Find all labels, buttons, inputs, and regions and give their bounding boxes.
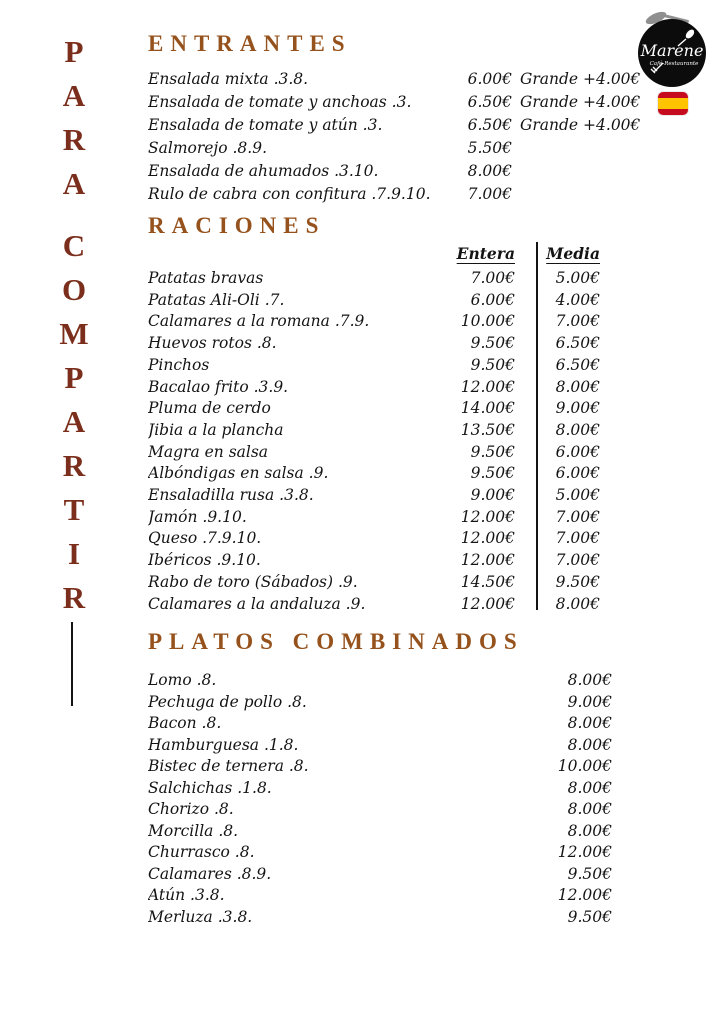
vertical-letter: A [62,404,86,439]
menu-item-row [148,398,600,420]
item-name: Pinchos [148,355,210,374]
menu-item-row [148,137,637,160]
vertical-title [52,30,96,620]
menu-item-row [148,311,600,333]
item-name: Ibéricos .9.10. [148,551,261,570]
item-name: Salchichas .1.8. [148,778,272,797]
column-header-entera-label: Entera [456,244,515,263]
item-price: 8.00€ [567,735,612,754]
item-price: 10.00€ [557,757,612,775]
item-price: 6.50€ [467,116,512,134]
item-price-entera: 7.00€ [470,269,515,287]
column-header-media-label: Media [546,244,600,263]
item-name: Lomo .8. [148,671,217,689]
menu-item-row [148,572,600,594]
item-price-entera: 12.00€ [460,551,515,570]
vertical-letter: R [62,448,86,483]
item-name: Rabo de toro (Sábados) .9. [148,572,358,591]
item-price-media: 7.00€ [555,529,600,548]
spanish-flag-icon [658,92,688,115]
item-name: Ensalada de tomate y atún .3. [148,116,383,134]
menu-item-row [148,528,600,550]
entrantes-items [148,68,641,206]
item-price-media: 6.50€ [555,355,600,374]
item-price-media: 4.00€ [555,290,600,309]
section-raciones [148,212,600,615]
item-size-note: Grande +4.00€ [520,70,641,88]
menu-item-row [148,756,612,778]
menu-item-row [148,463,600,485]
item-name: Salmorejo .8.9. [148,139,267,157]
menu-item-row [148,485,600,507]
menu-item-row [148,735,612,757]
menu-item-row [148,442,600,464]
item-price: 8.00€ [567,800,612,818]
item-name: Queso .7.9.10. [148,529,262,548]
item-price-entera: 12.00€ [460,594,515,613]
item-price-media: 7.00€ [555,551,600,570]
column-divider-line [536,242,538,610]
item-size-note: Grande +4.00€ [520,116,641,134]
menu-item-row [148,420,600,442]
item-price-media: 7.00€ [555,312,600,331]
item-price-entera: 6.00€ [470,290,515,309]
menu-item-row [148,333,600,355]
item-name: Bacon .8. [148,714,222,732]
item-price-entera: 9.50€ [470,442,515,461]
item-price-entera: 14.50€ [460,572,515,591]
menu-item-row [148,670,612,692]
item-price: 12.00€ [557,886,612,904]
item-price-media: 9.00€ [555,399,600,418]
item-price: 8.00€ [567,778,612,797]
vertical-letter: M [59,316,89,351]
menu-item-row [148,183,637,206]
vertical-letter: I [67,536,81,571]
menu-item-row [148,692,612,714]
column-header-media [515,244,600,264]
item-price-media: 8.00€ [555,377,600,396]
vertical-divider-line [71,622,73,706]
item-price: 8.00€ [467,162,512,180]
restaurant-logo [630,8,714,92]
item-name: Pechuga de pollo .8. [148,692,307,711]
item-price: 12.00€ [557,843,612,861]
item-size-note: Grande +4.00€ [520,93,641,111]
item-price-entera: 12.00€ [460,529,515,548]
item-price: 6.00€ [467,70,512,88]
item-name: Calamares a la andaluza .9. [148,594,366,613]
item-name: Ensalada de tomate y anchoas .3. [148,93,412,111]
item-price-entera: 9.50€ [470,355,515,374]
menu-item-row [148,842,612,864]
section-title-platos-combinados: PLATOS COMBINADOS [148,629,524,654]
vertical-letter: A [62,78,86,113]
vertical-letter: T [63,492,85,527]
item-price: 9.50€ [567,907,612,926]
raciones-size-header [148,244,600,264]
item-name: Pluma de cerdo [148,399,271,418]
item-price-media: 7.00€ [555,507,600,526]
item-price-entera: 12.00€ [460,377,515,396]
item-price-media: 6.50€ [555,334,600,353]
item-price: 8.00€ [567,821,612,840]
item-price-media: 6.00€ [555,442,600,461]
menu-item-row [148,885,612,907]
menu-item-row [148,355,600,377]
item-name: Atún .3.8. [148,886,225,904]
section-entrantes [148,30,641,206]
vertical-letter: P [64,360,84,395]
item-name: Merluza .3.8. [148,907,253,926]
menu-item-row [148,864,612,886]
item-price-media: 8.00€ [555,594,600,613]
menu-item-row [148,821,612,843]
item-price-media: 5.00€ [555,269,600,287]
item-name: Huevos rotos .8. [148,334,277,353]
vertical-letter: R [62,580,86,615]
item-name: Magra en salsa [148,442,269,461]
menu-item-row [148,507,600,529]
item-price: 7.00€ [467,185,512,203]
item-name: Albóndigas en salsa .9. [148,464,329,483]
item-name: Ensalada de ahumados .3.10. [148,162,379,180]
vertical-letter: R [62,122,86,157]
item-price: 6.50€ [467,93,512,111]
item-price: 5.50€ [467,139,512,157]
item-price-entera: 10.00€ [460,312,515,331]
item-name: Ensalada mixta .3.8. [148,70,309,88]
item-price: 9.00€ [567,692,612,711]
header-spacer [148,244,435,264]
item-name: Jibia a la plancha [148,420,284,439]
item-price-entera: 9.00€ [470,486,515,505]
vertical-letter: A [62,166,86,201]
logo-name: Marene [640,41,704,60]
menu-item-row [148,290,600,312]
item-price: 9.50€ [567,864,612,883]
item-price-media: 8.00€ [555,420,600,439]
item-name: Hamburguesa .1.8. [148,735,299,754]
vertical-letter: C [62,228,86,263]
item-price-entera: 9.50€ [470,464,515,483]
item-price: 8.00€ [567,714,612,732]
item-name: Bistec de ternera .8. [148,757,309,775]
item-name: Churrasco .8. [148,843,255,861]
item-price-media: 6.00€ [555,464,600,483]
raciones-items [148,268,600,615]
section-title-raciones: RACIONES [148,213,326,238]
menu-item-row [148,114,641,137]
item-name: Bacalao frito .3.9. [148,377,289,396]
item-name: Patatas Ali-Oli .7. [148,290,285,309]
menu-item-row [148,268,600,290]
menu-item-row [148,160,637,183]
column-header-entera [435,244,515,264]
menu-item-row [148,550,600,572]
item-name: Rulo de cabra con confitura .7.9.10. [148,185,431,203]
menu-item-row [148,713,612,735]
item-price-media: 9.50€ [555,572,600,591]
item-name: Ensaladilla rusa .3.8. [148,486,314,505]
menu-item-row [148,68,641,91]
section-platos-combinados [148,628,612,928]
menu-item-row [148,91,641,114]
logo-graphic [630,8,714,92]
menu-item-row [148,594,600,616]
item-name: Calamares a la romana .7.9. [148,312,370,331]
item-price-entera: 9.50€ [470,334,515,353]
section-title-entrantes: ENTRANTES [148,31,352,56]
logo-subtitle: Café-Restaurante [649,61,699,67]
item-price-entera: 13.50€ [460,420,515,439]
vertical-letter: P [64,34,84,69]
menu-item-row [148,799,612,821]
flag-stripe-red [658,109,688,115]
menu-item-row [148,377,600,399]
flag-stripe-yellow [658,98,688,110]
menu-item-row [148,907,612,929]
item-name: Calamares .8.9. [148,864,272,883]
item-name: Jamón .9.10. [148,507,247,526]
menu-item-row [148,778,612,800]
platos-items [148,670,612,928]
item-price-entera: 12.00€ [460,507,515,526]
item-price: 8.00€ [567,671,612,689]
item-price-entera: 14.00€ [460,399,515,418]
item-name: Patatas bravas [148,269,264,287]
item-name: Chorizo .8. [148,800,234,818]
item-price-media: 5.00€ [555,486,600,505]
vertical-letter: O [61,272,87,307]
item-name: Morcilla .8. [148,821,239,840]
